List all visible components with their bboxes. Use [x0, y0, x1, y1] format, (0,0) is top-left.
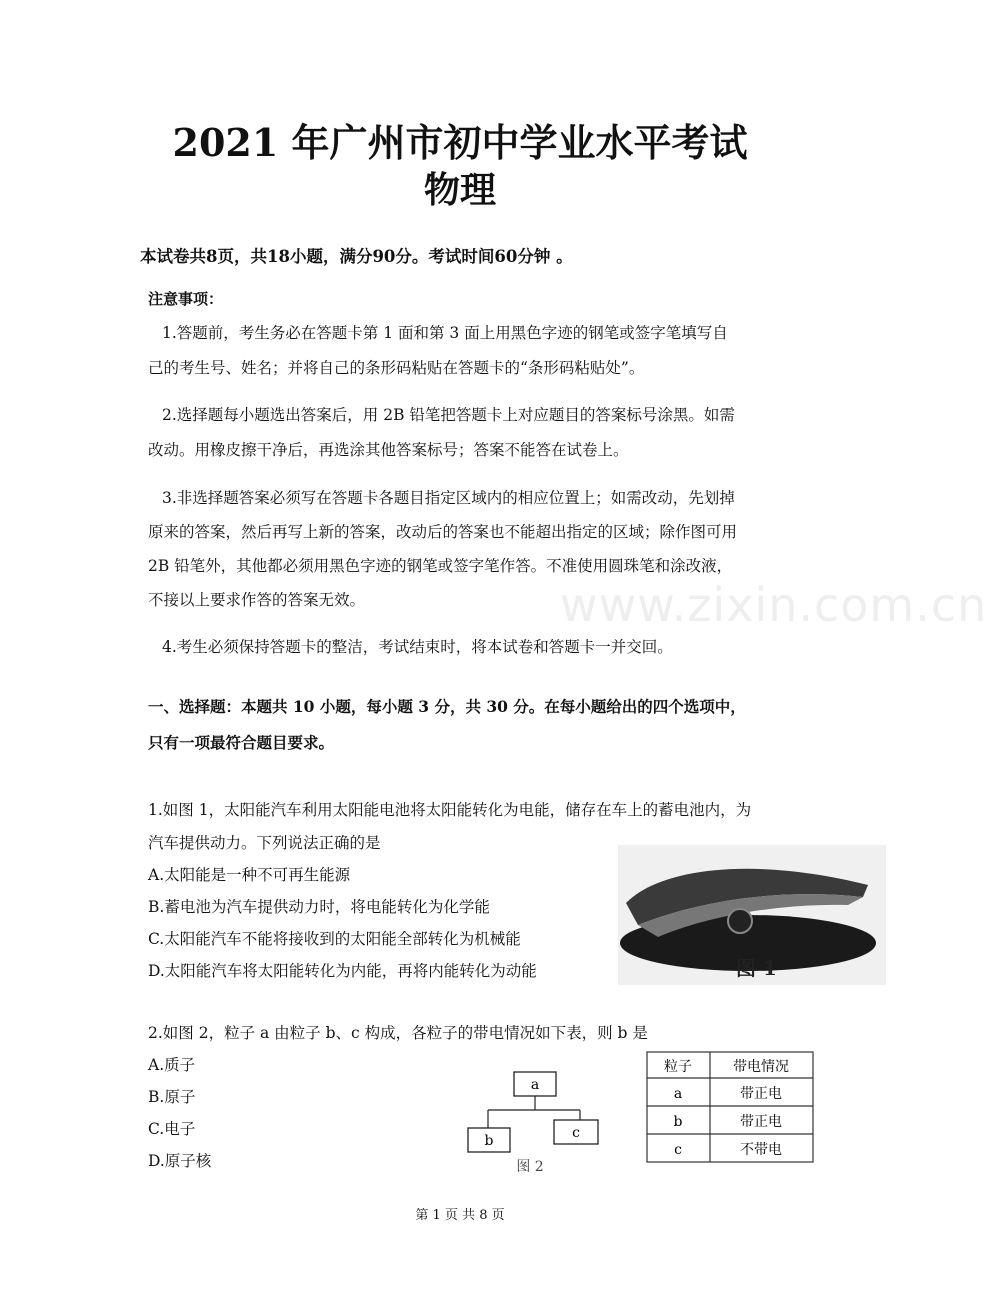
- table-header: 粒子: [664, 1059, 692, 1075]
- table-header: 带电情况: [733, 1059, 789, 1075]
- node-b-label: b: [484, 1133, 494, 1149]
- notice-line: 3.非选择题答案必须写在答题卡各题目指定区域内的相应位置上；如需改动，先划掉: [162, 489, 735, 507]
- notice-line: 不接以上要求作答的答案无效。: [148, 591, 366, 609]
- node-a-label: a: [530, 1077, 540, 1093]
- section-heading-cont: 只有一项最符合题目要求。: [148, 733, 335, 752]
- table-cell: 带正电: [740, 1114, 782, 1130]
- exam-subject: 物理: [423, 169, 496, 211]
- q1-option-c: C.太阳能汽车不能将接收到的太阳能全部转化为机械能: [148, 930, 521, 948]
- q2-stem: 2.如图 2，粒子 a 由粒子 b、c 构成，各粒子的带电情况如下表，则 b 是: [148, 1024, 648, 1042]
- node-c-label: c: [572, 1125, 580, 1141]
- q1-option-b: B.蓄电池为汽车提供动力时，将电能转化为化学能: [148, 898, 490, 916]
- figure-1-label: 图 1: [736, 956, 777, 980]
- exam-title: 2021 年广州市初中学业水平考试: [172, 120, 748, 165]
- notice-line: 1.答题前，考生务必在答题卡第 1 面和第 3 面上用黑色字迹的钢笔或签字笔填写自: [162, 324, 728, 342]
- exam-summary: 本试卷共8页，共18小题，满分90分。考试时间60分钟 。: [140, 247, 573, 266]
- table-cell: 不带电: [740, 1142, 782, 1158]
- q2-option-b: B.原子: [148, 1088, 196, 1106]
- q2-option-a: A.质子: [148, 1056, 196, 1074]
- q2-option-d: D.原子核: [148, 1152, 212, 1170]
- particle-diagram: [462, 1066, 612, 1178]
- page-footer: 第 1 页 共 8 页: [415, 1208, 505, 1223]
- notice-line: 原来的答案，然后再写上新的答案，改动后的答案也不能超出指定的区域；除作图可用: [148, 523, 738, 541]
- solar-car-figure: [618, 845, 886, 985]
- table-cell: c: [674, 1142, 682, 1158]
- q1-option-d: D.太阳能汽车将太阳能转化为内能，再将内能转化为动能: [148, 962, 537, 980]
- figure-2-label: 图 2: [516, 1159, 544, 1175]
- table-cell: b: [673, 1114, 683, 1130]
- section-heading: 一、选择题：本题共 10 小题，每小题 3 分，共 30 分。在每小题给出的四个选项中，: [148, 697, 746, 716]
- q1-option-a: A.太阳能是一种不可再生能源: [148, 866, 351, 884]
- notice-line: 4.考生必须保持答题卡的整洁，考试结束时，将本试卷和答题卡一并交回。: [162, 638, 673, 656]
- notice-line: 2B 铅笔外，其他都必须用黑色字迹的钢笔或签字笔作答。不准使用圆珠笔和涂改液，: [148, 557, 733, 575]
- watermark: www.zixin.com.cn: [560, 578, 987, 632]
- charge-table: [646, 1046, 814, 1164]
- table-cell: a: [673, 1086, 683, 1102]
- q2-option-c: C.电子: [148, 1120, 196, 1138]
- q1-stem-cont: 汽车提供动力。下列说法正确的是: [148, 834, 381, 852]
- notice-line: 改动。用橡皮擦干净后，再选涂其他答案标号；答案不能答在试卷上。: [148, 441, 629, 459]
- notice-line: 2.选择题每小题选出答案后，用 2B 铅笔把答题卡上对应题目的答案标号涂黑。如需: [162, 406, 735, 424]
- q1-stem: 1.如图 1，太阳能汽车利用太阳能电池将太阳能转化为电能，储存在车上的蓄电池内，为: [148, 801, 752, 819]
- notice-heading: 注意事项：: [148, 290, 224, 308]
- notice-line: 己的考生号、姓名；并将自己的条形码粘贴在答题卡的“条形码粘贴处”。: [148, 359, 645, 377]
- table-cell: 带正电: [740, 1086, 782, 1102]
